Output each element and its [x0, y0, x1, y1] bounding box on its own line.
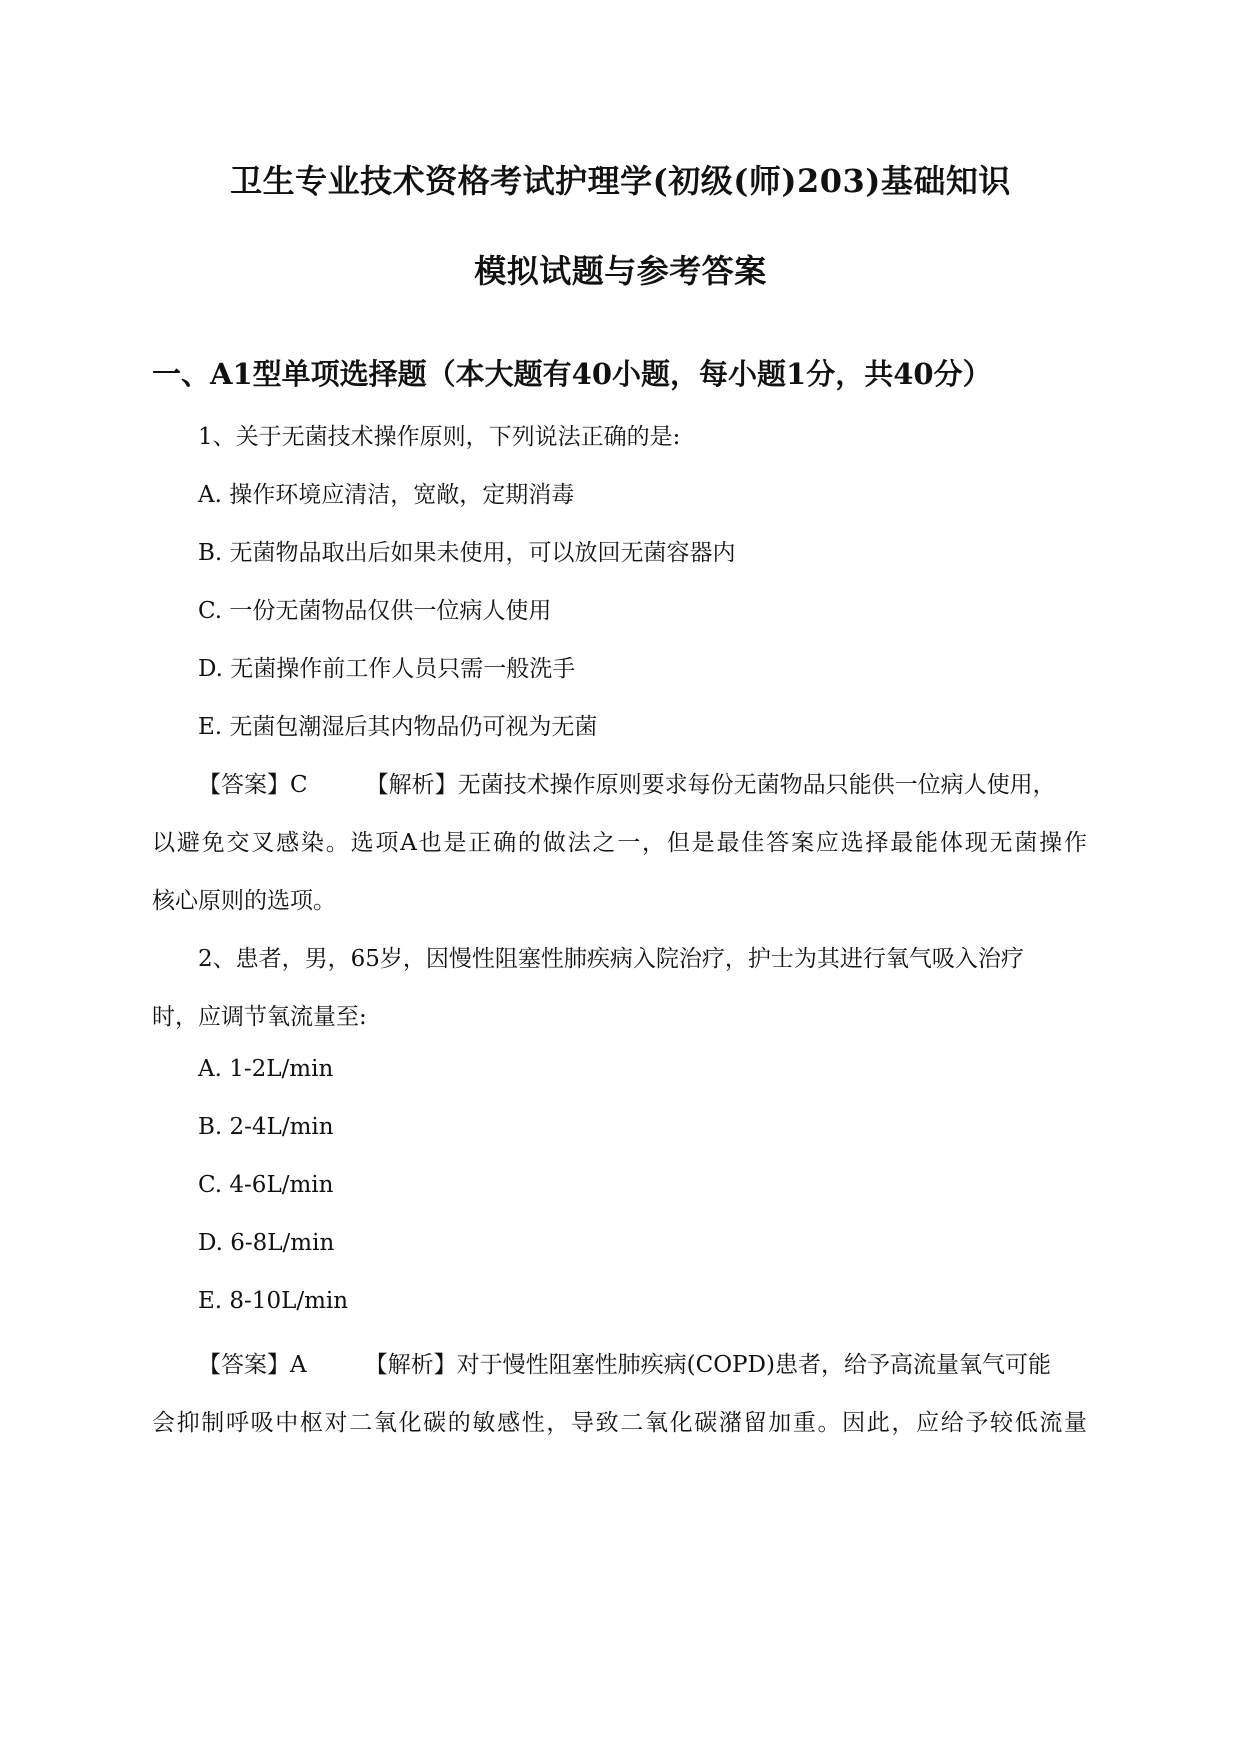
question-1-analysis-line-1: 【解析】无菌技术操作原则要求每份无菌物品只能供一位病人使用，	[365, 772, 1056, 798]
question-2-answer: 【答案】A	[198, 1352, 307, 1378]
question-2-option-a: A. 1-2L/min	[198, 1056, 334, 1082]
question-1-option-c: C. 一份无菌物品仅供一位病人使用	[198, 598, 552, 624]
question-2-option-b: B. 2-4L/min	[198, 1114, 334, 1140]
question-1-option-d: D. 无菌操作前工作人员只需一般洗手	[198, 656, 576, 682]
question-1-answer-line	[198, 766, 1056, 799]
document-title-line-1: 卫生专业技术资格考试护理学(初级(师)203)基础知识	[230, 162, 1011, 200]
question-1-analysis-line-2: 以避免交叉感染。选项A也是正确的做法之一，但是最佳答案应选择最能体现无菌操作	[152, 830, 1087, 856]
question-2-stem-line-2: 时，应调节氧流量至:	[152, 1004, 367, 1030]
question-2-analysis-line-2: 会抑制呼吸中枢对二氧化碳的敏感性，导致二氧化碳潴留加重。因此，应给予较低流量	[152, 1410, 1087, 1436]
question-2-stem-line-1: 2、患者，男，65岁，因慢性阻塞性肺疾病入院治疗，护士为其进行氧气吸入治疗	[198, 946, 1024, 972]
document-title-line-2: 模拟试题与参考答案	[474, 252, 767, 290]
question-1-analysis-line-3: 核心原则的选项。	[152, 888, 336, 914]
question-2-option-c: C. 4-6L/min	[198, 1172, 334, 1198]
question-1-stem: 1、关于无菌技术操作原则，下列说法正确的是:	[198, 424, 681, 450]
question-1-option-a: A. 操作环境应清洁，宽敞，定期消毒	[198, 482, 575, 508]
question-1-option-b: B. 无菌物品取出后如果未使用，可以放回无菌容器内	[198, 540, 736, 566]
question-1-option-e: E. 无菌包潮湿后其内物品仍可视为无菌	[198, 714, 598, 740]
question-2-analysis-line-1: 【解析】对于慢性阻塞性肺疾病(COPD)患者，给予高流量氧气可能	[364, 1352, 1051, 1378]
question-2-option-d: D. 6-8L/min	[198, 1230, 335, 1256]
section-heading: 一、A1型单项选择题（本大题有40小题，每小题1分，共40分）	[152, 357, 992, 391]
question-2-option-e: E. 8-10L/min	[198, 1288, 349, 1314]
question-1-answer: 【答案】C	[198, 772, 308, 798]
question-2-answer-line	[198, 1346, 1051, 1379]
